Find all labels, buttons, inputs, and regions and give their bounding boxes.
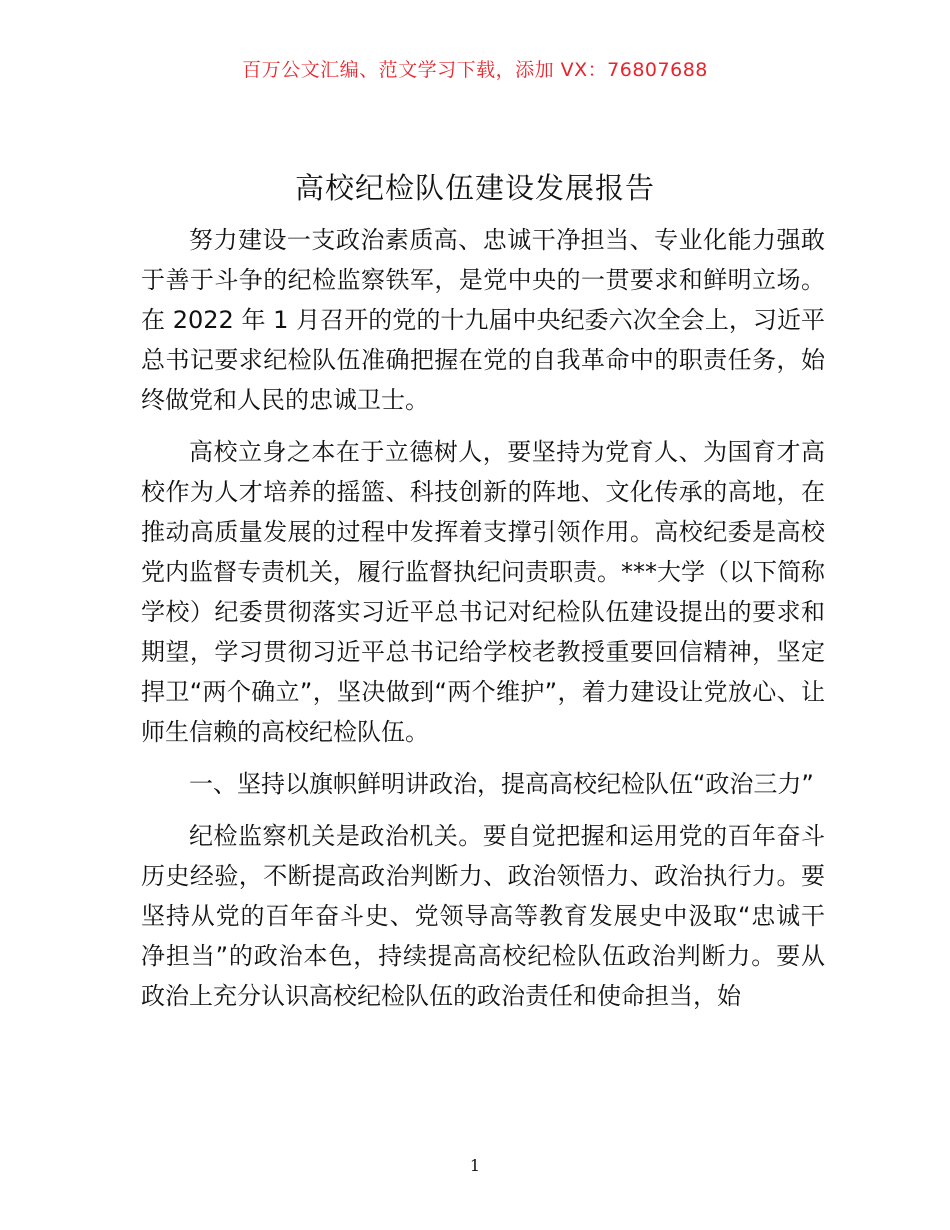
- paragraph-1: 努力建设一支政治素质高、忠诚干净担当、专业化能力强敢于善于斗争的纪检监察铁军，是党中央的一贯要求和鲜明立场。在 2022 年 1 月召开的党的十九届中央纪委六次全会上，习近平总书记要求纪检队伍准确把握在党的自我革命中的职责任务，始终做党和人民的忠诚卫士。: [141, 226, 825, 414]
- paragraph-2: 高校立身之本在于立德树人，要坚持为党育人、为国育才高校作为人才培养的摇篮、科技创新的阵地、文化传承的高地，在推动高质量发展的过程中发挥着支撑引领作用。高校纪委是高校党内监督专责机关，履行监督执纪问责职责。***大学（以下简称学校）纪委贯彻落实习近平总书记对纪检队伍建设提出的要求和期望，学习贯彻习近平总书记给学校老教授重要回信精神，坚定捍卫“两个确立”，坚决做到“两个维护”，着力建设让党放心、让师生信赖的高校纪检队伍。: [141, 438, 825, 746]
- header-banner: 百万公文汇编、范文学习下载，添加 VX：76807688: [242, 59, 708, 81]
- document-body: [141, 220, 825, 1028]
- section-heading-1: 一、坚持以旗帜鲜明讲政治，提高高校纪检队伍“政治三力”: [189, 770, 814, 798]
- document-title: 高校纪检队伍建设发展报告: [294, 171, 655, 205]
- page-number: 1: [469, 1156, 481, 1175]
- paragraph-3: 纪检监察机关是政治机关。要自觉把握和运用党的百年奋斗历史经验，不断提高政治判断力、政治领悟力、政治执行力。要坚持从党的百年奋斗史、党领导高等教育发展史中汲取“忠诚干净担当”的政治本色，持续提高高校纪检队伍政治判断力。要从政治上充分认识高校纪检队伍的政治责任和使命担当，始: [141, 822, 825, 1010]
